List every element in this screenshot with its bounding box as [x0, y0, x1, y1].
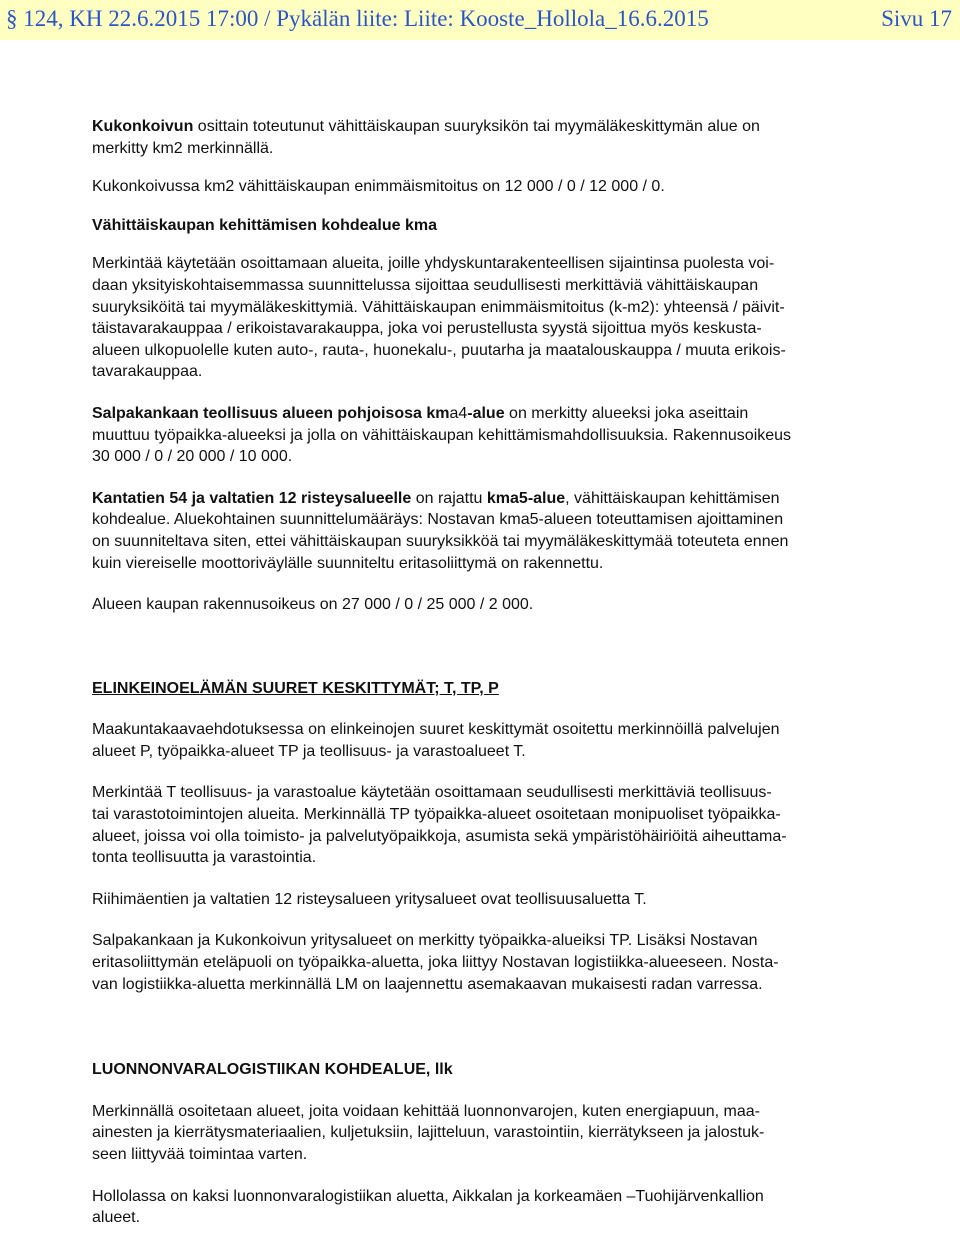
- paragraph-salpakankaan-ja: Salpakankaan ja Kukonkoivun yritysalueet on merkitty työpaikka-alueiksi TP. Lisäksi Nostavan eritasoliittymän eteläpuoli on työpaikka-aluetta, joka liittyy Nostavan logistiikka-alueeseen. Nosta- van logistiikka-aluetta merkinnällä LM on laajennettu asemakaavan mukaisesti radan varressa.: [92, 932, 779, 993]
- paragraph-kukonkoivu: Kukonkoivun osittain toteutunut vähittäiskaupan suuryksikön tai myymäläkeskittymän alue on merkitty km2 merkinnällä.: [92, 118, 760, 157]
- paragraph-maakunta: Maakuntakaavaehdotuksessa on elinkeinojen suuret keskittymät osoitettu merkinnöillä palvelujen alueet P, työpaikka-alueet TP ja teollisuus- ja varastoalueet T.: [92, 721, 780, 760]
- document-body: [92, 116, 882, 1229]
- paragraph-kma: Merkintää käytetään osoittamaan alueita, joille yhdyskuntarakenteellisen sijaintinsa puolesta voi- daan yksityiskohtaisemmassa suunnittelussa sijoittaa seudullisesti merkittäviä vähittäiskaupan suuryksiköitä tai myymäläkeskittymiä. Vähittäiskaupan enimmäismitoitus (k-m2): yhteensä / päivit- täistavarakauppaa / erikoistavarakauppa, joka voi perustellusta syystä sijoittua myös keskusta- alueen ulkopuolelle kuten auto-, rauta-, huonekalu-, puutarha ja maatalouskauppa / muuta erikois- tavarakauppaa.: [92, 255, 786, 381]
- paragraph-riihimaentien: Riihimäentien ja valtatien 12 risteysalueen yritysalueet ovat teollisuusaluetta T.: [92, 890, 647, 908]
- section-heading-luonnonvara: LUONNONVARALOGISTIIKAN KOHDEALUE, llk: [92, 1061, 453, 1079]
- paragraph-rakennusoikeus: Alueen kaupan rakennusoikeus on 27 000 / 0 / 25 000 / 2 000.: [92, 596, 534, 614]
- paragraph-hollolassa: Hollolassa on kaksi luonnonvaralogistiikan aluetta, Aikkalan ja korkeamäen –Tuohijärvenkallion alueet.: [92, 1187, 764, 1227]
- section-heading-kma: Vähittäiskaupan kehittämisen kohdealue kma: [92, 216, 438, 234]
- header-meta: § 124, KH 22.6.2015 17:00 / Pykälän liite: Liite: Kooste_Hollola_16.6.2015: [6, 6, 709, 31]
- paragraph-kukonkoivussa: Kukonkoivussa km2 vähittäiskaupan enimmäismitoitus on 12 000 / 0 / 12 000 / 0.: [92, 178, 665, 196]
- paragraph-salpakankaan: Salpakankaan teollisuus alueen pohjoisosa kma4-alue on merkitty alueeksi joka aseittain muuttuu työpaikka-alueeksi ja jolla on vähittäiskaupan kehittämismahdollisuuksia. Rakennusoikeus 30 000 / 0 / 20 000 / 10 000.: [92, 404, 792, 466]
- paragraph-luonnonvara: Merkinnällä osoitetaan alueet, joita voidaan kehittää luonnonvarojen, kuten energiapuun, maa- ainesten ja kierrätysmateriaalien, kuljetuksiin, lajitteluun, varastointiin, kierrätykseen ja jalostuk- seen liittyvää toimintaa varten.: [92, 1102, 765, 1163]
- page-number: Sivu 17: [881, 6, 952, 31]
- paragraph-kantatien: Kantatien 54 ja valtatien 12 risteysalueelle on rajattu kma5-alue, vähittäiskaupan kehittämisen kohdealue. Aluekohtainen suunnittelumääräys: Nostavan kma5-alueen toteuttamisen ajoittaminen on suunniteltava siten, ettei vähittäiskaupan suuryksikköä tai myymäläkeskittymää toteuteta ennen kuin viereiselle moottoriväylälle suunniteltu eritasoliittymä on rakennettu.: [92, 489, 789, 572]
- bold-term: Kukonkoivun: [92, 118, 194, 135]
- paragraph-merkinta-t: Merkintää T teollisuus- ja varastoalue käytetään osoittamaan seudullisesti merkittäviä teollisuus- tai varastotoimintojen alueita. Merkinnällä TP työpaikka-alueet osoitetaan monipuoliset työpaikka- alueet, joissa voi olla toimisto- ja palvelutyöpaikkoja, asumista sekä ympäristöhäiriöitä aiheuttama- tonta teollisuutta ja varastointia.: [92, 784, 787, 867]
- page-header: [0, 0, 960, 40]
- section-heading-elinkeino: ELINKEINOELÄMÄN SUURET KESKITTYMÄT; T, TP, P: [92, 679, 499, 697]
